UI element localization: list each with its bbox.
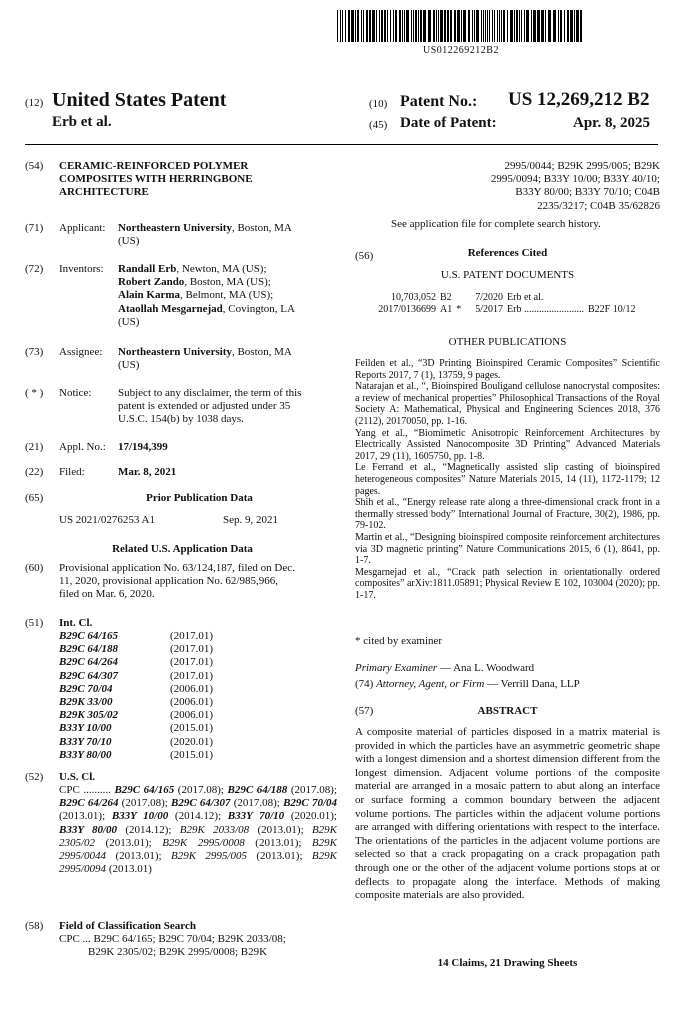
code-65: (65) <box>25 492 44 504</box>
code-58: (58) <box>25 920 44 932</box>
other-publications-list <box>355 358 660 601</box>
other-publication: Natarajan et al., “, Bioinspired Bouligand cellulose nanocrystal composites: a review of mechanical properties” Philosophical Transactions of the Royal Society A: Mathematical, Physical and Engineering Sciences 2018, 376 (2112), 20170050, pp. 1-16. <box>355 381 660 427</box>
cpc-version: (2017.08); <box>118 797 172 810</box>
applicant-name: Northeastern University <box>118 222 232 234</box>
examiner-label: Primary Examiner <box>355 662 438 674</box>
patent-doc-star: * <box>456 304 462 315</box>
right-column <box>355 160 660 1010</box>
inventor-entry: Robert Zando, Boston, MA (US); <box>118 276 271 289</box>
cpc-code: B29K 2995/005 <box>170 850 247 863</box>
int-cl-table <box>59 630 213 762</box>
abstract-heading: ABSTRACT <box>477 705 538 717</box>
cpc-code: B33Y 80/00 <box>59 823 118 836</box>
cpc-version: (2013.01); <box>249 823 312 836</box>
cpc-code: B29K 2305/02 <box>59 823 337 849</box>
code-54: (54) <box>25 160 44 172</box>
int-cl-heading: Int. Cl. <box>59 617 93 629</box>
publication-number: US012269212B2 <box>423 45 499 56</box>
code-45: (45) <box>369 119 388 131</box>
cpc-version: (2014.12); <box>168 810 228 823</box>
int-cl-code: B29K 305/02 <box>59 709 118 722</box>
int-cl-version: (2017.01) <box>170 630 214 642</box>
prior-publication-date: Sep. 9, 2021 <box>223 514 278 526</box>
barcode <box>337 10 585 42</box>
inventor-entry: Ataollah Mesgarnejad, Covington, LA <box>118 302 295 315</box>
patent-doc-cls <box>588 292 640 304</box>
title-line: COMPOSITES WITH HERRINGBONE <box>59 173 253 186</box>
cpc-version: (2014.12); <box>117 823 180 836</box>
inventor-entry: Alain Karma, Belmont, MA (US); <box>118 289 274 302</box>
patent-number-label: Patent No.: <box>400 93 478 110</box>
inventors <box>118 263 295 329</box>
other-publication: Mesgarnejad et al., “Crack path selection in orientationally ordered composites” arXiv:1811.05891; Physical Review E 102, 103004 (2020); pp. 1-17. <box>355 566 660 601</box>
cpc-code: B29K 2995/0094 <box>59 850 337 876</box>
patent-doc-name: Erb ........................ <box>507 304 584 315</box>
code-57: (57) <box>355 705 374 717</box>
search-history-note: See application file for complete search history. <box>391 218 601 230</box>
cpc-code: B29K 2033/08 <box>179 823 250 836</box>
date-of-patent: Apr. 8, 2025 <box>573 115 650 131</box>
inventors-label: Inventors: <box>59 263 104 275</box>
patent-doc-kind: B2 <box>440 292 452 303</box>
attorney <box>355 678 580 691</box>
applicant-country: (US) <box>118 235 140 248</box>
int-cl-row <box>59 749 213 762</box>
prior-publication-heading: Prior Publication Data <box>146 492 253 504</box>
notice-text: Subject to any disclaimer, the term of this patent is extended or adjusted under 35 U.S.C. 154(b) by 1038 days. <box>118 387 302 426</box>
applicant <box>118 222 292 248</box>
inventor-entry: Randall Erb, Newton, MA (US); <box>118 263 267 275</box>
code-73: (73) <box>25 346 44 358</box>
code-56: (56) <box>355 250 374 262</box>
cpc-version: (2020.01); <box>284 810 337 823</box>
cpc-code: B33Y 70/10 <box>227 810 285 823</box>
int-cl-code: B33Y 70/10 <box>59 735 112 748</box>
int-cl-code: B29C 64/165 <box>59 630 118 642</box>
applicant-label: Applicant: <box>59 222 106 234</box>
other-publication: Le Ferrand et al., “Magnetically assisted slip casting of bioinspired heterogeneous composites” Nature Materials 2015, 14 (11), 1172-1179; 12 pages. <box>355 462 660 497</box>
assignee-location: , Boston, MA <box>231 346 292 358</box>
cpc-version: (2013.01) <box>106 863 152 876</box>
int-cl-row <box>59 736 213 749</box>
field-search-heading: Field of Classification Search <box>59 920 196 932</box>
cpc-version: (2013.01); <box>59 810 112 823</box>
int-cl-code: B29C 64/307 <box>59 669 118 682</box>
cpc-classification <box>59 784 337 876</box>
code-12: (12) <box>25 97 44 109</box>
int-cl-code: B33Y 80/00 <box>59 748 112 761</box>
attorney-name: — Verrill Dana, LLP <box>484 678 580 690</box>
int-cl-version: (2015.01) <box>170 748 214 761</box>
cpc-code: B29C 70/04 <box>283 797 338 810</box>
cpc-code: B29K 2995/0044 <box>59 836 337 863</box>
header-divider <box>25 144 658 145</box>
attorney-label: Attorney, Agent, or Firm <box>376 678 485 690</box>
claims-summary: 14 Claims, 21 Drawing Sheets <box>437 957 578 969</box>
patent-doc-star <box>456 292 465 304</box>
int-cl-version: (2006.01) <box>170 709 214 722</box>
code-51: (51) <box>25 617 44 629</box>
code-72: (72) <box>25 263 44 275</box>
code-notice: ( * ) <box>25 387 44 399</box>
other-publications-heading: OTHER PUBLICATIONS <box>448 336 567 348</box>
cpc-version: (2013.01); <box>244 836 312 849</box>
int-cl-code: B29K 33/00 <box>59 696 113 709</box>
left-column <box>25 160 340 1010</box>
us-patent-docs-heading: U.S. PATENT DOCUMENTS <box>440 269 575 281</box>
patent-doc-cls: B22F 10/12 <box>587 304 636 315</box>
filed-label: Filed: <box>59 466 85 478</box>
int-cl-row <box>59 656 213 669</box>
cpc-version: (2017.08); <box>174 784 228 796</box>
cpc-code: B33Y 10/00 <box>111 810 169 823</box>
int-cl-version: (2020.01) <box>170 735 214 748</box>
code-71: (71) <box>25 222 44 234</box>
other-publication: Shih et al., “Energy release rate along a three-dimensional crack front in a thermally stressed body” International Journal of Fracture, 30(2), 1986, pp. 79-102. <box>355 497 660 532</box>
int-cl-row <box>59 709 213 722</box>
cpc-code: B29C 64/264 <box>59 797 119 810</box>
appl-no: 17/194,399 <box>118 441 168 453</box>
int-cl-code: B29C 70/04 <box>59 682 113 695</box>
int-cl-row <box>59 683 213 696</box>
cpc-version: (2017.08); <box>287 784 337 796</box>
cpc-code: B29C 64/165 <box>114 784 175 796</box>
int-cl-version: (2006.01) <box>170 682 214 695</box>
patent-doc-name: Erb et al. <box>507 292 544 303</box>
patent-doc-row <box>358 304 639 316</box>
other-publication: Yang et al., “Biomimetic Anisotropic Reinforcement Architectures by Electrically Assisted Nanocomposite 3D Printing” Advanced Materials 2017, 29 (11), 1605750, pp. 1-8. <box>355 427 660 462</box>
cpc-label: CPC .......... <box>59 784 111 796</box>
prior-publication-number: US 2021/0276253 A1 <box>59 514 155 526</box>
cpc-version: (2013.01); <box>95 836 163 849</box>
title-line: CERAMIC-REINFORCED POLYMER <box>59 160 249 172</box>
cpc-code: B29C 64/307 <box>171 797 231 810</box>
code-74: (74) <box>355 678 374 690</box>
examiner-name: — Ana L. Woodward <box>437 662 535 674</box>
assignee-country: (US) <box>118 359 140 372</box>
int-cl-row <box>59 722 213 735</box>
int-cl-version: (2017.01) <box>170 669 214 682</box>
patent-doc-num: 10,703,052 <box>391 292 436 303</box>
related-application: Provisional application No. 63/124,187, filed on Dec. 11, 2020, provisional application No. 62/985,966, filed on Mar. 6, 2020. <box>59 562 295 601</box>
inventor-country: (US) <box>118 315 140 328</box>
int-cl-row <box>59 630 213 643</box>
notice-label: Notice: <box>59 387 92 399</box>
invention-title <box>59 160 253 200</box>
cpc-version: (2013.01); <box>247 850 312 863</box>
patent-doc-kind: A1 <box>440 304 453 315</box>
abstract-text: A composite material of particles disposed in a matrix material is provided in which the particles have an asymmetric geometric shape with a longest dimension and a shortest dimension different from the longest dimension. Adjacent volume portions of the composite material are arranged in a mosaic pattern to abut along an interface or surface forming a common boundary between the adjacent volume portions. The particles within the adjacent volume portions are arranged with differing orientations with respect to the interface. The orientations of the particles in the adjacent volume portions are selected so that a crack propagating on a crack propagation path through one or the other of the adjacent volume portions stops at or deflects to propagate along the interface. Methods of making composite materials are also provided. <box>355 726 660 902</box>
patent-doc-row <box>358 292 639 304</box>
related-data-heading: Related U.S. Application Data <box>112 543 253 555</box>
code-22: (22) <box>25 466 44 478</box>
cpc-version: (2013.01); <box>106 850 171 863</box>
field-search-continued: 2995/0044; B29K 2995/005; B29K 2995/0094; B33Y 10/00; B33Y 40/10; B33Y 80/00; B33Y 70/10; C04B 2235/3217; C04B 35/62826 <box>490 160 660 212</box>
patent-authors: Erb et al. <box>52 114 112 130</box>
us-cl-heading: U.S. Cl. <box>59 771 96 783</box>
cited-by-examiner-note: * cited by examiner <box>355 635 443 647</box>
applicant-location: , Boston, MA <box>231 222 292 234</box>
patent-doc-num: 2017/0136699 <box>378 304 436 315</box>
field-search-text: CPC ... B29C 64/165; B29C 70/04; B29K 2033/08; B29K 2305/02; B29K 2995/0008; B29K <box>59 933 286 959</box>
primary-examiner <box>355 662 534 675</box>
patent-docs-table <box>358 292 639 316</box>
assignee <box>118 346 292 372</box>
int-cl-code: B29C 64/188 <box>59 643 118 656</box>
int-cl-row <box>59 696 213 709</box>
patent-type-title: United States Patent <box>52 89 227 111</box>
other-publication: Martin et al., “Designing bioinspired composite reinforcement architectures via 3D magnetic printing” Nature Communications 2015, 6 (1), 8641, pp. 1-7. <box>355 531 660 567</box>
int-cl-version: (2006.01) <box>170 696 214 709</box>
patent-number: US 12,269,212 B2 <box>508 89 650 110</box>
date-of-patent-label: Date of Patent: <box>400 115 497 131</box>
references-heading: References Cited <box>467 247 548 259</box>
int-cl-row <box>59 670 213 683</box>
int-cl-row <box>59 643 213 656</box>
cpc-version: (2017.08); <box>230 797 284 810</box>
cpc-code: B29C 64/188 <box>227 784 288 796</box>
int-cl-code: B33Y 10/00 <box>59 722 112 735</box>
code-52: (52) <box>25 771 44 783</box>
assignee-name: Northeastern University <box>118 346 232 358</box>
code-10: (10) <box>369 98 388 110</box>
code-21: (21) <box>25 441 44 453</box>
filed-date: Mar. 8, 2021 <box>118 466 177 478</box>
assignee-label: Assignee: <box>59 346 103 358</box>
other-publication: Feilden et al., “3D Printing Bioinspired Ceramic Composites” Scientific Reports 2017, 7 (1), 13759, 9 pages. <box>355 358 660 381</box>
int-cl-version: (2017.01) <box>170 656 214 669</box>
int-cl-version: (2017.01) <box>170 643 214 656</box>
cpc-code: B29K 2995/0008 <box>162 836 245 849</box>
int-cl-code: B29C 64/264 <box>59 656 118 669</box>
code-60: (60) <box>25 562 44 574</box>
patent-doc-date: 7/2020 <box>475 292 504 303</box>
patent-doc-date: 5/2017 <box>475 304 504 315</box>
int-cl-version: (2015.01) <box>170 722 214 735</box>
appl-no-label: Appl. No.: <box>59 441 106 453</box>
title-line: ARCHITECTURE <box>59 186 149 199</box>
